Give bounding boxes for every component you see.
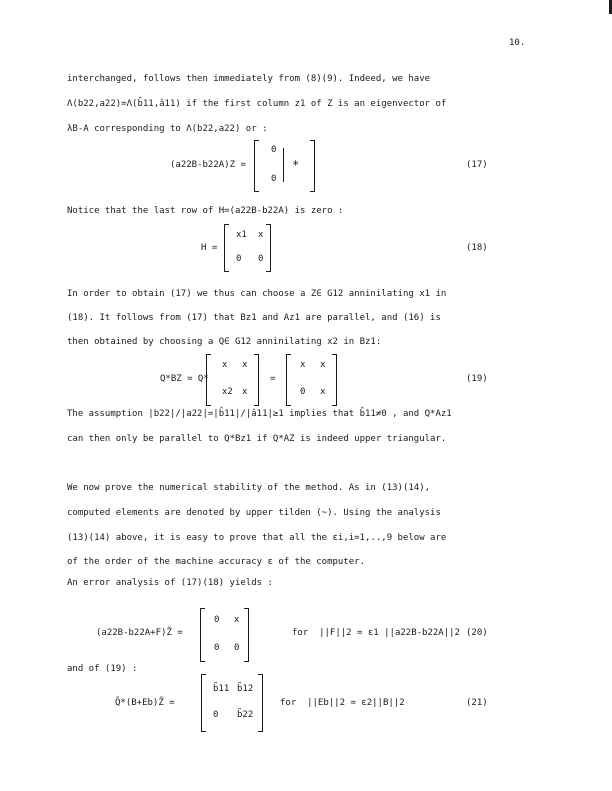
eq18-matrix-entry: 0	[236, 254, 242, 264]
eq17-lhs: (a22B-b22A)Z =	[170, 160, 246, 170]
paragraph-2-line-1: Notice that the last row of H=(a22B-b22A) is zero :	[67, 206, 344, 216]
eq19-left-bracket-1	[206, 354, 211, 406]
eq18-lhs: H =	[201, 243, 218, 253]
eq21-matrix-entry: b̃11	[213, 684, 230, 694]
eq19-left-bracket-2	[286, 354, 291, 406]
eq17-right-bracket	[310, 140, 315, 192]
eq18-matrix-entry: 0	[258, 254, 264, 264]
eq20-left-bracket	[200, 608, 205, 662]
eq18-number: (18)	[466, 243, 488, 253]
paragraph-1-line-1: interchanged, follows then immediately from (8)(9). Indeed, we have	[67, 74, 431, 84]
eq17-star: *	[292, 158, 300, 172]
page-number: 10.	[509, 38, 526, 48]
eq21-matrix-entry: b̃12	[237, 684, 254, 694]
eq19-matrix-2-entry: x	[320, 387, 326, 397]
eq17-number: (17)	[466, 160, 488, 170]
eq20-matrix-entry: 0	[214, 643, 220, 653]
paragraph-5-line-4: of the order of the machine accuracy ε of the computer.	[67, 557, 366, 567]
eq19-lhs: Q*BZ = Q*	[160, 374, 209, 384]
paragraph-5-line-2: computed elements are denoted by upper tilden (~). Using the analysis	[67, 508, 441, 518]
eq19-right-bracket-2	[332, 354, 337, 406]
paragraph-5-line-5: An error analysis of (17)(18) yields :	[67, 578, 273, 588]
eq19-equals: =	[270, 374, 276, 384]
eq17-matrix-entry: 0	[271, 145, 277, 155]
paragraph-1-line-2: Λ(b22,a22)=Λ(b̂11,â11) if the first column z1 of Z is an eigenvector of	[67, 99, 447, 109]
eq17-partition-line	[283, 148, 284, 182]
eq21-lhs: Q̃*(B+Eb)Z̃ =	[115, 698, 175, 708]
eq20-right-bracket	[244, 608, 249, 662]
eq19-matrix-1-entry: x	[222, 360, 228, 370]
eq20-matrix-entry: x	[234, 615, 240, 625]
paragraph-3-line-3: then obtained by choosing a Q∈ G12 anninilating x2 in Bz1:	[67, 337, 382, 347]
eq20-condition: for ||F||2 = ε1 ||a22B-b22A||2	[292, 628, 460, 638]
paragraph-5-line-1: We now prove the numerical stability of the method. As in (13)(14),	[67, 483, 431, 493]
paragraph-3-line-1: In order to obtain (17) we thus can choose a Z∈ G12 anninilating x1 in	[67, 289, 447, 299]
eq21-matrix-entry: b̃22	[237, 710, 254, 720]
eq21-condition: for ||Eb||2 = ε2||B||2	[280, 698, 405, 708]
paragraph-5-line-3: (13)(14) above, it is easy to prove that all the εi,i=1,..,9 below are	[67, 533, 447, 543]
eq17-matrix-entry: 0	[271, 174, 277, 184]
eq20-matrix-entry: 0	[234, 643, 240, 653]
paragraph-4-line-2: can then only be parallel to Q*Bz1 if Q*AZ is indeed upper triangular.	[67, 434, 447, 444]
paragraph-4-line-1: The assumption |b22|/|a22|=|b̂11|/|â11|≥1 implies that b̂11≠0 , and Q*Az1	[67, 409, 452, 419]
eq21-right-bracket	[258, 674, 263, 732]
eq18-matrix-entry: x	[258, 230, 264, 240]
eq19-number: (19)	[466, 374, 488, 384]
eq17-left-bracket	[254, 140, 259, 192]
eq19-matrix-1-entry: x	[242, 360, 248, 370]
eq20-number: (20)	[466, 628, 488, 638]
eq18-right-bracket	[266, 224, 271, 272]
eq18-matrix-entry: x1	[236, 230, 247, 240]
eq21-left-bracket	[201, 674, 206, 732]
eq19-matrix-2-entry: x	[300, 360, 306, 370]
eq19-right-bracket-1	[254, 354, 259, 406]
eq19-matrix-1-entry: x	[242, 387, 248, 397]
eq21-matrix-entry: 0	[213, 710, 219, 720]
paragraph-3-line-2: (18). It follows from (17) that Bz1 and Az1 are parallel, and (16) is	[67, 313, 441, 323]
eq20-lhs: (a22B-b22A+F)Z̃ =	[96, 628, 183, 638]
eq20-matrix-entry: 0	[214, 615, 220, 625]
paragraph-6-line-1: and of (19) :	[67, 664, 138, 674]
eq19-matrix-2-entry: x	[320, 360, 326, 370]
eq19-matrix-1-entry: x2	[222, 387, 233, 397]
eq21-number: (21)	[466, 698, 488, 708]
eq19-matrix-2-entry: 0	[300, 387, 306, 397]
eq18-left-bracket	[224, 224, 229, 272]
paragraph-1-line-3: λB-A corresponding to Λ(b22,a22) or :	[67, 124, 268, 134]
